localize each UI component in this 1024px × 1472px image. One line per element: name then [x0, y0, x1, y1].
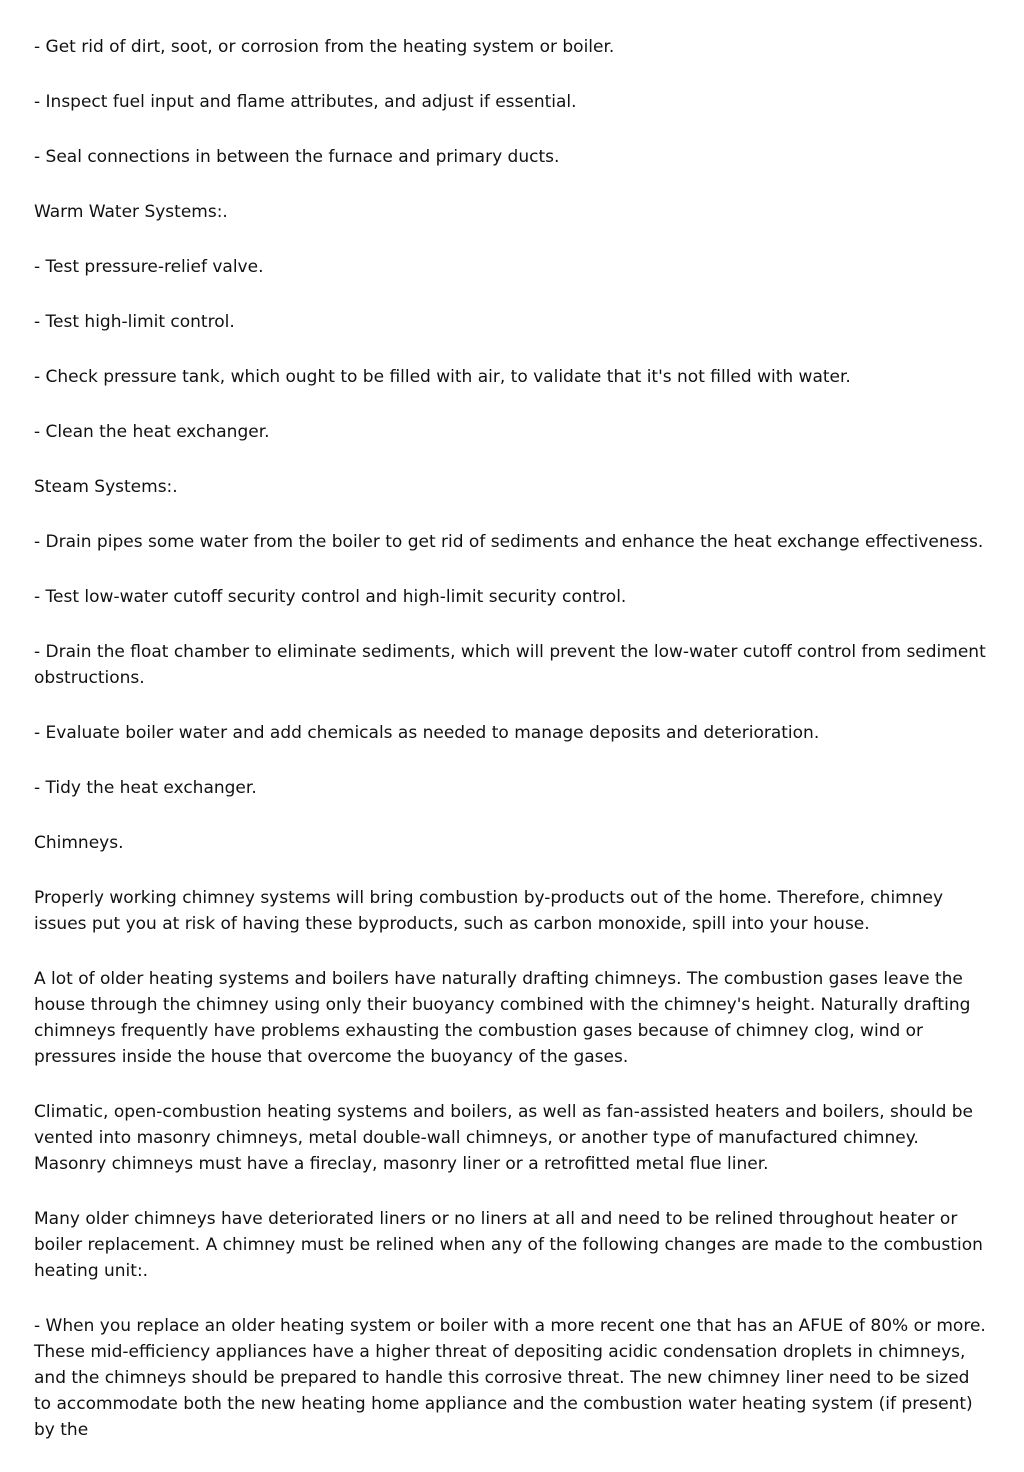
bullet-test-low-water-cutoff: - Test low-water cutoff security control and high-limit security control.	[34, 587, 627, 607]
bullet-inspect-fuel: - Inspect fuel input and flame attributes, and adjust if essential.	[34, 92, 577, 112]
paragraph-chimney-systems: Properly working chimney systems will bring combustion by-products out of the home. Therefore, chimney issues put you at risk of having these byproducts, such as carbon monoxide, spill into your house.	[34, 888, 944, 934]
bullet-tidy-heat-exchanger: - Tidy the heat exchanger.	[34, 778, 257, 798]
heading-steam-systems: Steam Systems:.	[34, 477, 178, 497]
paragraph-drafting-chimneys: A lot of older heating systems and boilers have naturally drafting chimneys. The combustion gases leave the house through the chimney using only their buoyancy combined with the chimney's height. Naturally drafting chimneys frequently have problems exhausting the combustion gases because of chimney clog, wind or pressures inside the house that overcome the buoyancy of the gases.	[34, 969, 971, 1067]
bullet-test-pressure-relief: - Test pressure-relief valve.	[34, 257, 264, 277]
bullet-clean-heat-exchanger: - Clean the heat exchanger.	[34, 422, 270, 442]
bullet-evaluate-boiler-water: - Evaluate boiler water and add chemicals as needed to manage deposits and deterioration.	[34, 723, 820, 743]
heading-warm-water-systems: Warm Water Systems:.	[34, 202, 228, 222]
heading-chimneys: Chimneys.	[34, 833, 124, 853]
paragraph-relining: Many older chimneys have deteriorated liners or no liners at all and need to be relined throughout heater or boiler replacement. A chimney must be relined when any of the following changes are made to the combustion heating unit:.	[34, 1209, 983, 1281]
bullet-replace-older-heating: - When you replace an older heating system or boiler with a more recent one that has an AFUE of 80% or more. These mid-efficiency appliances have a higher threat of depositing acidic condensation droplets in chimneys, and the chimneys should be prepared to handle this corrosive threat. The new chimney liner need to be sized to accommodate both the new heating home appliance and the combustion water heating system (if present) by the	[34, 1316, 986, 1440]
document-body	[34, 34, 990, 1472]
bullet-drain-pipes: - Drain pipes some water from the boiler to get rid of sediments and enhance the heat exchange effectiveness.	[34, 532, 984, 552]
paragraph-venting: Climatic, open-combustion heating systems and boilers, as well as fan-assisted heaters and boilers, should be vented into masonry chimneys, metal double-wall chimneys, or another type of manufactured chimney. Masonry chimneys must have a fireclay, masonry liner or a retrofitted metal flue liner.	[34, 1102, 974, 1174]
bullet-remove-dirt: - Get rid of dirt, soot, or corrosion from the heating system or boiler.	[34, 37, 615, 57]
bullet-test-high-limit: - Test high-limit control.	[34, 312, 235, 332]
bullet-seal-connections: - Seal connections in between the furnace and primary ducts.	[34, 147, 560, 167]
bullet-drain-float-chamber: - Drain the float chamber to eliminate sediments, which will prevent the low-water cutoff control from sediment obstructions.	[34, 642, 986, 688]
bullet-check-pressure-tank: - Check pressure tank, which ought to be filled with air, to validate that it's not filled with water.	[34, 367, 851, 387]
